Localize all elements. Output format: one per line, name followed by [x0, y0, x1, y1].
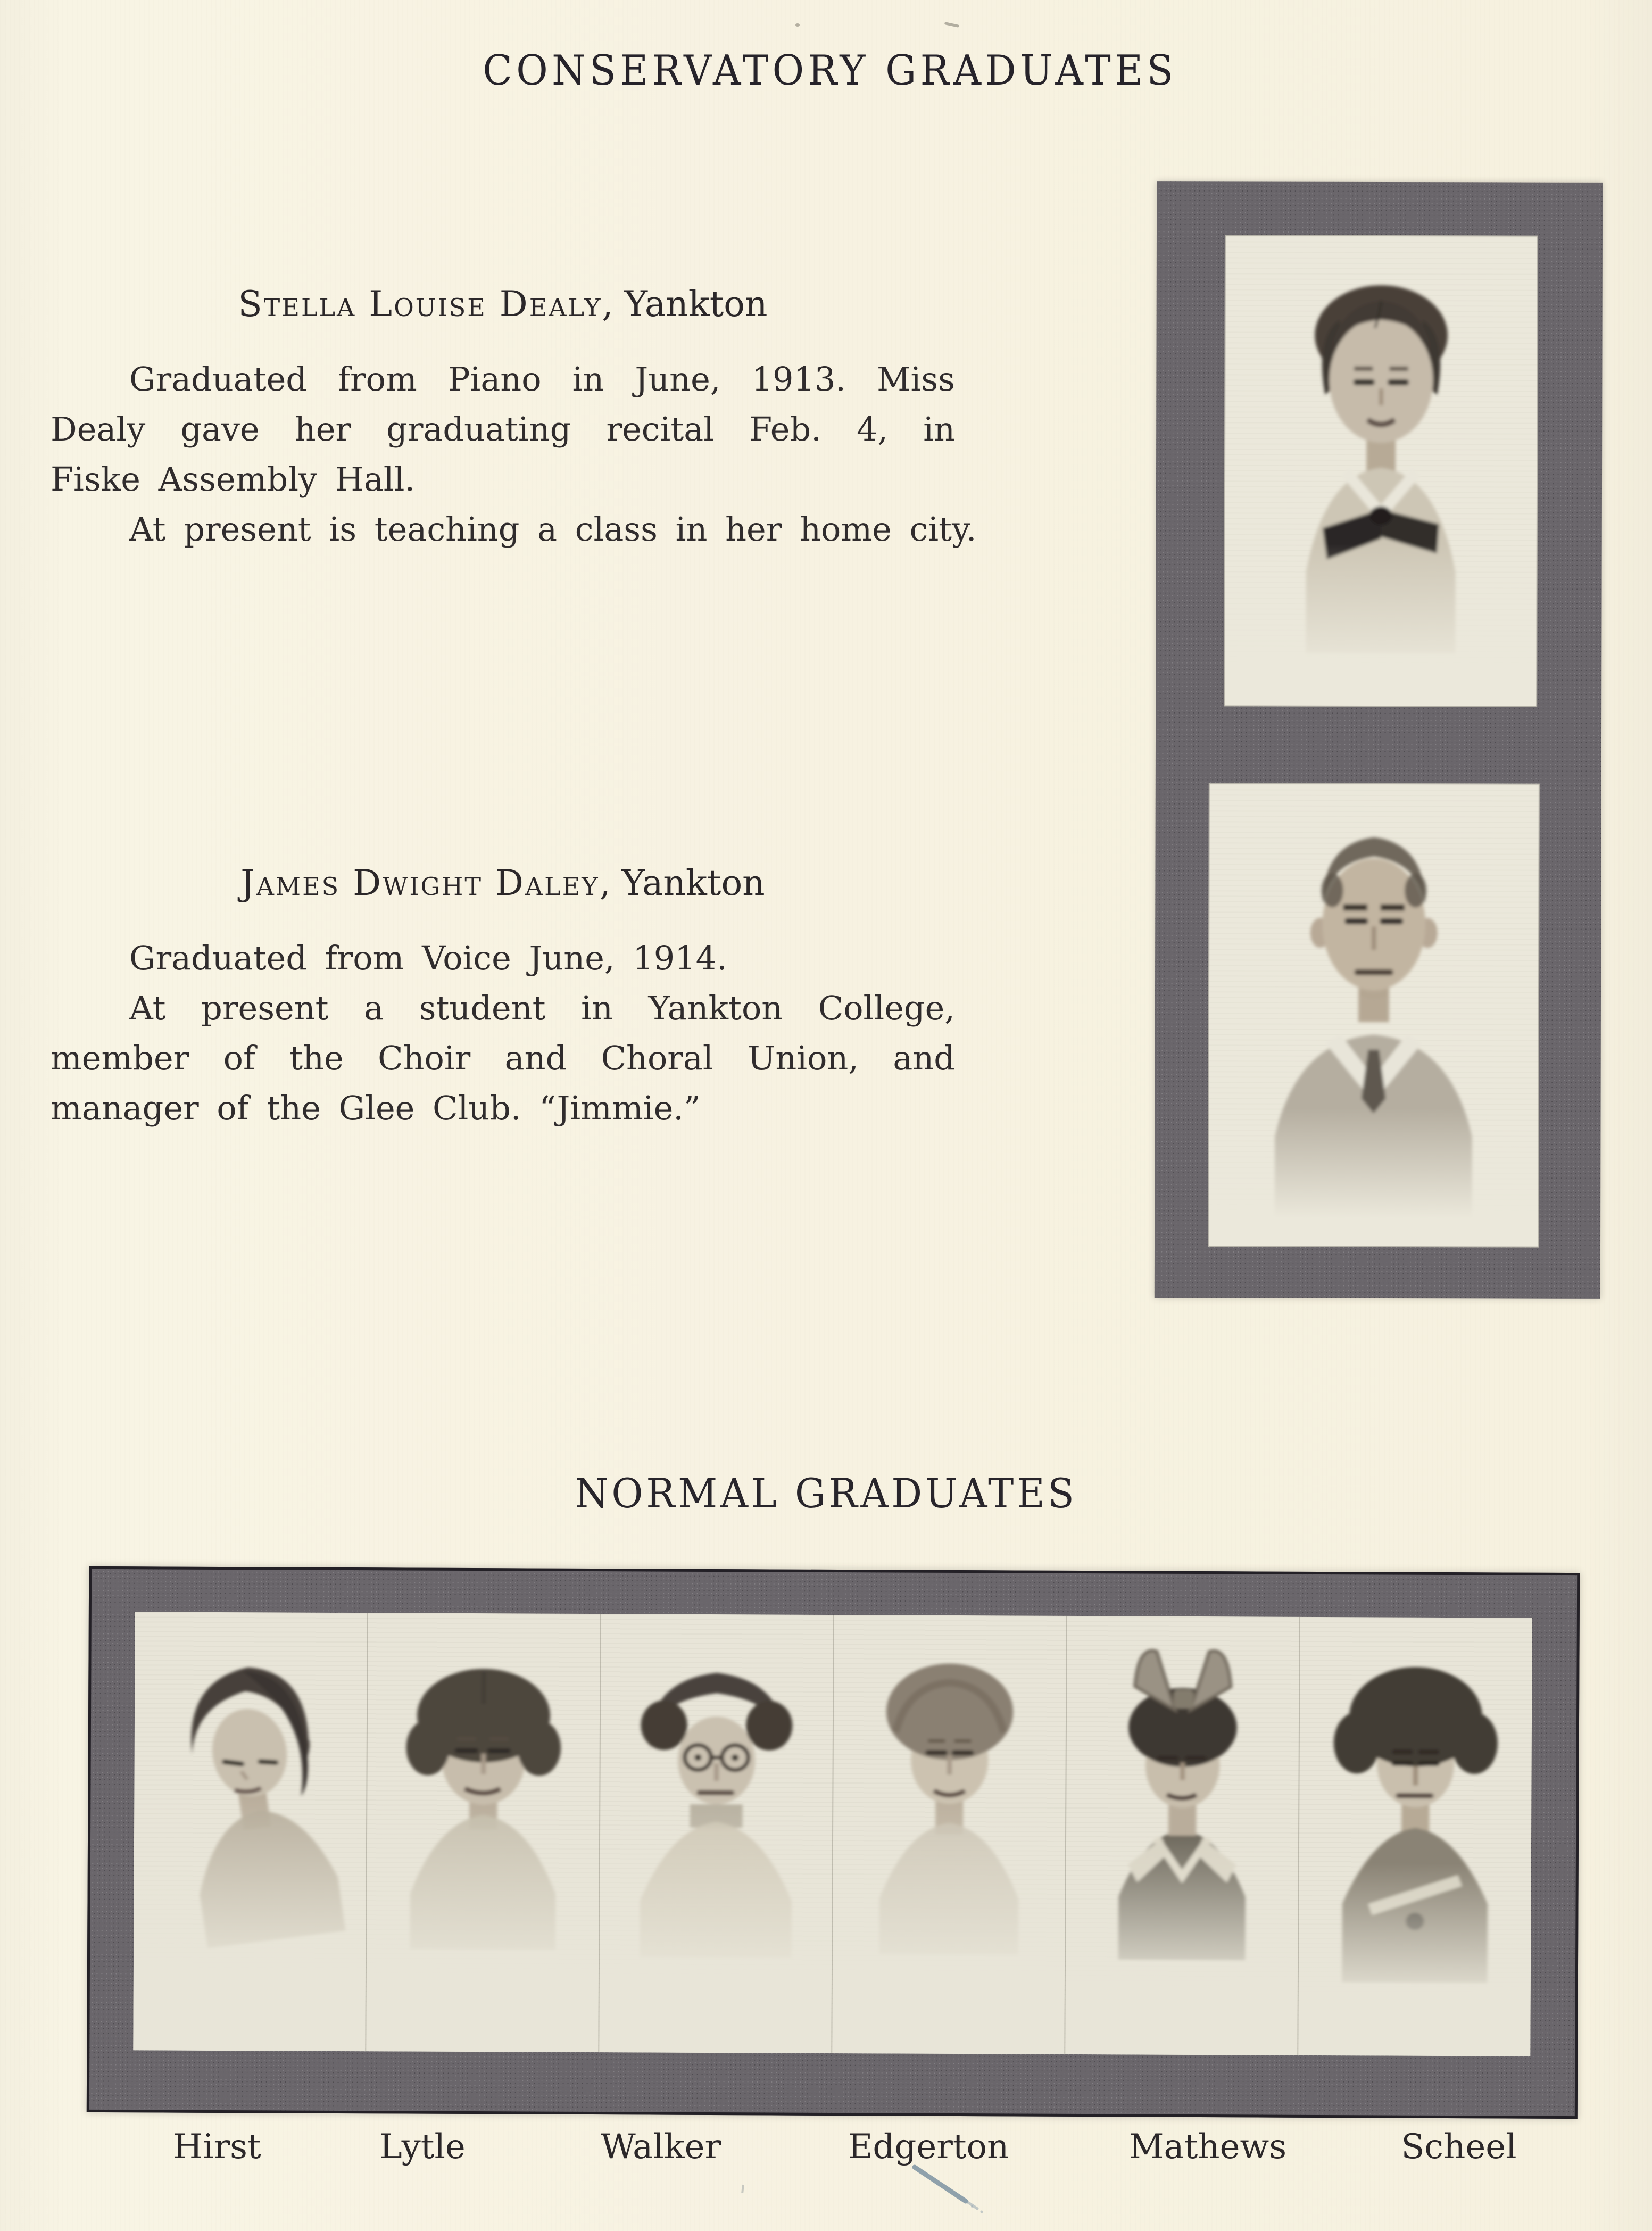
portrait-frame	[1155, 181, 1603, 1299]
pen-mark	[902, 2158, 992, 2221]
strip-cell-walker	[599, 1614, 834, 2053]
strip-cell-scheel	[1298, 1617, 1532, 2056]
portrait-edgerton	[832, 1615, 1066, 2054]
paragraph-line: At present is teaching a class in her home city.	[129, 510, 977, 549]
entry-heading	[51, 282, 955, 327]
entry-location: , Yankton	[602, 284, 768, 325]
entry-james-daley	[51, 861, 955, 1133]
paragraph-line: member of the Choir and Choral Union, and	[51, 1039, 955, 1077]
photo-strip	[133, 1612, 1532, 2056]
portrait-walker	[599, 1614, 833, 2053]
entry-paragraph	[51, 354, 955, 504]
strip-cell-lytle	[366, 1613, 601, 2052]
graduate-name-label: Lytle	[379, 2127, 466, 2167]
entry-stella-dealy	[51, 282, 977, 554]
paragraph-line: manager of the Glee Club. “Jimmie.”	[51, 1089, 701, 1127]
names-row	[0, 2127, 1652, 2180]
page-title: CONSERVATORY GRADUATES	[483, 47, 1177, 95]
portrait-scheel	[1298, 1617, 1532, 2056]
portrait-lytle	[366, 1613, 600, 2052]
portrait-photo-james	[1208, 783, 1540, 1247]
graduate-name-label: Hirst	[173, 2127, 261, 2167]
paper-speck	[741, 2185, 744, 2193]
portrait-hirst	[133, 1612, 367, 2051]
james-portrait-illustration	[1209, 784, 1539, 1246]
entry-paragraph	[51, 933, 955, 983]
entry-name: Stella Louise Dealy	[238, 284, 602, 325]
graduate-name-label: Mathews	[1128, 2127, 1287, 2167]
stella-portrait-illustration	[1225, 236, 1537, 706]
paper-speck	[795, 23, 800, 27]
entry-paragraph	[51, 504, 977, 554]
portrait-photo-stella	[1224, 235, 1538, 707]
entry-name: James Dwight Daley	[240, 862, 600, 903]
group-photo-frame	[87, 1566, 1580, 2119]
portrait-mathews	[1065, 1616, 1299, 2055]
paragraph-line: Dealy gave her graduating recital Feb. 4, in	[51, 410, 955, 449]
graduate-name-label: Edgerton	[848, 2127, 1009, 2167]
paragraph-line: At present a student in Yankton College,	[129, 989, 955, 1027]
strip-cell-hirst	[133, 1612, 368, 2051]
entry-paragraph	[51, 983, 955, 1133]
strip-cell-edgerton	[832, 1615, 1067, 2054]
entry-location: , Yankton	[599, 862, 765, 903]
graduate-name-label: Walker	[600, 2127, 721, 2167]
paragraph-line: Graduated from Voice June, 1914.	[129, 939, 727, 977]
graduate-name-label: Scheel	[1401, 2127, 1517, 2167]
paragraph-line: Graduated from Piano in June, 1913. Miss	[129, 360, 955, 399]
strip-cell-mathews	[1065, 1616, 1300, 2055]
paper-speck	[944, 22, 959, 28]
paragraph-line: Fiske Assembly Hall.	[51, 460, 416, 499]
section-heading-normal-graduates: NORMAL GRADUATES	[575, 1470, 1077, 1517]
entry-heading	[51, 861, 955, 906]
